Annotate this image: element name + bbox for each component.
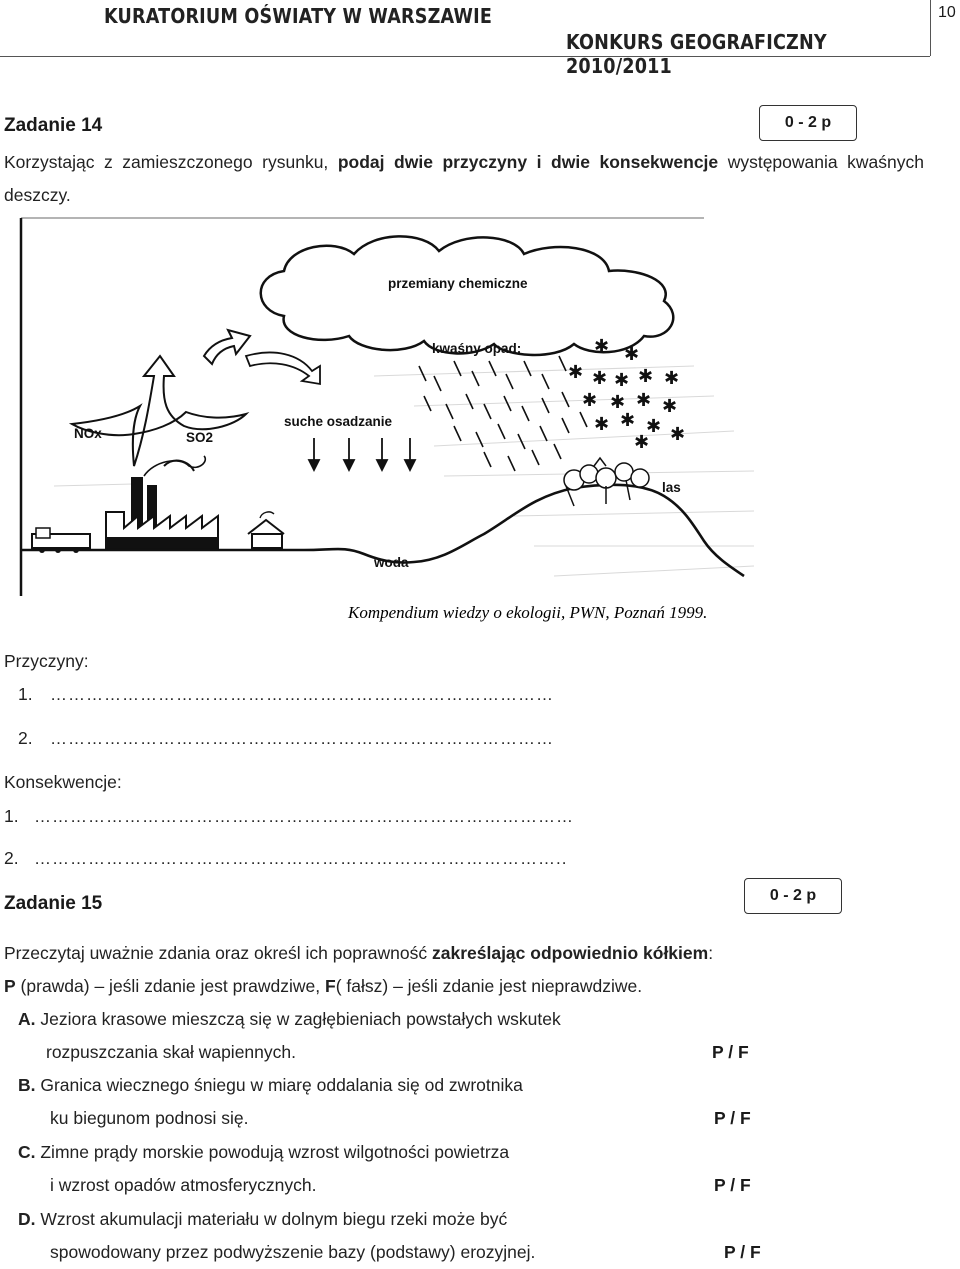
dry-deposition-label: suche osadzanie [284, 414, 393, 429]
task15-legend: P (prawda) – jeśli zdanie jest prawdziwe, F( fałsz) – jeśli zdanie jest nieprawdziwe. [4, 976, 643, 996]
task14-score-box: 0 - 2 p [759, 105, 857, 141]
figure-source: Kompendium wiedzy o ekologii, PWN, Poznań 1999. [348, 603, 708, 622]
consequences-label: Konsekwencje: [4, 772, 122, 792]
header-vertical-rule [930, 0, 931, 56]
statement-b-line1: B. Granica wiecznego śniegu w miarę oddalania się od zwrotnika [18, 1075, 523, 1095]
rain-streaks [419, 356, 587, 471]
svg-text:✱: ✱ [636, 390, 652, 411]
statement-b-answer[interactable]: P / F [714, 1108, 751, 1128]
statement-a-line2: rozpuszczania skał wapiennych. [46, 1042, 296, 1062]
statement-c-line2: i wzrost opadów atmosferycznych. [50, 1175, 317, 1195]
water-label: woda [374, 555, 409, 570]
cause-1-number: 1. [18, 684, 33, 704]
cause-2-number: 2. [18, 728, 33, 748]
cloud-label: przemiany chemiczne [388, 276, 528, 291]
header-contest: KONKURS GEOGRAFICZNY 2010/2011 [566, 30, 827, 78]
task14-instruction-tail: występowania kwaśnych deszczy. [4, 152, 924, 205]
svg-text:✱: ✱ [662, 396, 678, 417]
snowflakes [568, 336, 685, 453]
house [248, 512, 284, 548]
consequence-2-answer-line[interactable]: …………………………………………………………………………….. [34, 849, 568, 868]
forest [564, 458, 649, 506]
causes-label: Przyczyny: [4, 651, 89, 671]
curved-arrow-right [246, 352, 320, 384]
statement-c-answer[interactable]: P / F [714, 1175, 751, 1195]
page-number: 10 [938, 4, 956, 21]
nox-label: NOx [74, 426, 102, 441]
task14-instruction-line1: Korzystając z zamieszczonego rysunku, podaj dwie przyczyny i dwie konsekwencje występowania kwaśnych deszczy. [4, 152, 924, 205]
header-rule [0, 56, 930, 57]
cause-2-answer-line[interactable]: ………………………………………………………………………… [50, 729, 554, 748]
svg-text:✱: ✱ [620, 410, 636, 431]
svg-text:✱: ✱ [594, 414, 610, 435]
svg-text:✱: ✱ [624, 344, 640, 365]
cause-1-answer-line[interactable]: ………………………………………………………………………… [50, 685, 554, 704]
rising-arrow [204, 330, 250, 364]
acid-rain-diagram [14, 216, 784, 632]
svg-text:✱: ✱ [634, 432, 650, 453]
svg-text:✱: ✱ [646, 416, 662, 437]
statement-d-line1: D. Wzrost akumulacji materiału w dolnym biegu rzeki może być [18, 1209, 508, 1229]
task15-instruction: Przeczytaj uważnie zdania oraz określ ich poprawność zakreślając odpowiednio kółkiem: [4, 943, 714, 963]
consequence-1-answer-line[interactable]: ……………………………………………………………………………… [34, 807, 574, 826]
task15-title: Zadanie 15 [4, 893, 103, 914]
svg-text:✱: ✱ [638, 366, 654, 387]
factory [106, 456, 218, 548]
statement-d-line2: spowodowany przez podwyższenie bazy (podstawy) erozyjnej. [50, 1242, 536, 1262]
statement-a-line1: A. Jeziora krasowe mieszczą się w zagłębieniach powstałych wskutek [18, 1009, 561, 1029]
consequence-2-number: 2. [4, 848, 19, 868]
cloud-shape [261, 236, 674, 355]
statement-a-answer[interactable]: P / F [712, 1042, 749, 1062]
consequence-1-number: 1. [4, 806, 19, 826]
statement-d-answer[interactable]: P / F [724, 1242, 761, 1262]
svg-text:✱: ✱ [582, 390, 598, 411]
svg-text:✱: ✱ [664, 368, 680, 389]
rain-label: kwaśny opad: [432, 341, 522, 356]
statement-c-line1: C. Zimne prądy morskie powodują wzrost wilgotności powietrza [18, 1142, 510, 1162]
so2-label: SO2 [186, 430, 214, 445]
header-institution: KURATORIUM OŚWIATY W WARSZAWIE [104, 4, 493, 28]
forest-label: las [662, 480, 681, 495]
svg-text:✱: ✱ [670, 424, 686, 445]
task14-title: Zadanie 14 [4, 115, 103, 136]
statement-b-line2: ku biegunom podnosi się. [50, 1108, 249, 1128]
svg-text:✱: ✱ [568, 362, 584, 383]
svg-text:✱: ✱ [594, 336, 610, 357]
dry-deposition-arrows [309, 438, 415, 470]
svg-text:✱: ✱ [610, 392, 626, 413]
task15-score-box: 0 - 2 p [744, 878, 842, 914]
svg-text:✱: ✱ [614, 370, 630, 391]
emission-arrow [72, 356, 246, 466]
svg-text:✱: ✱ [592, 368, 608, 389]
